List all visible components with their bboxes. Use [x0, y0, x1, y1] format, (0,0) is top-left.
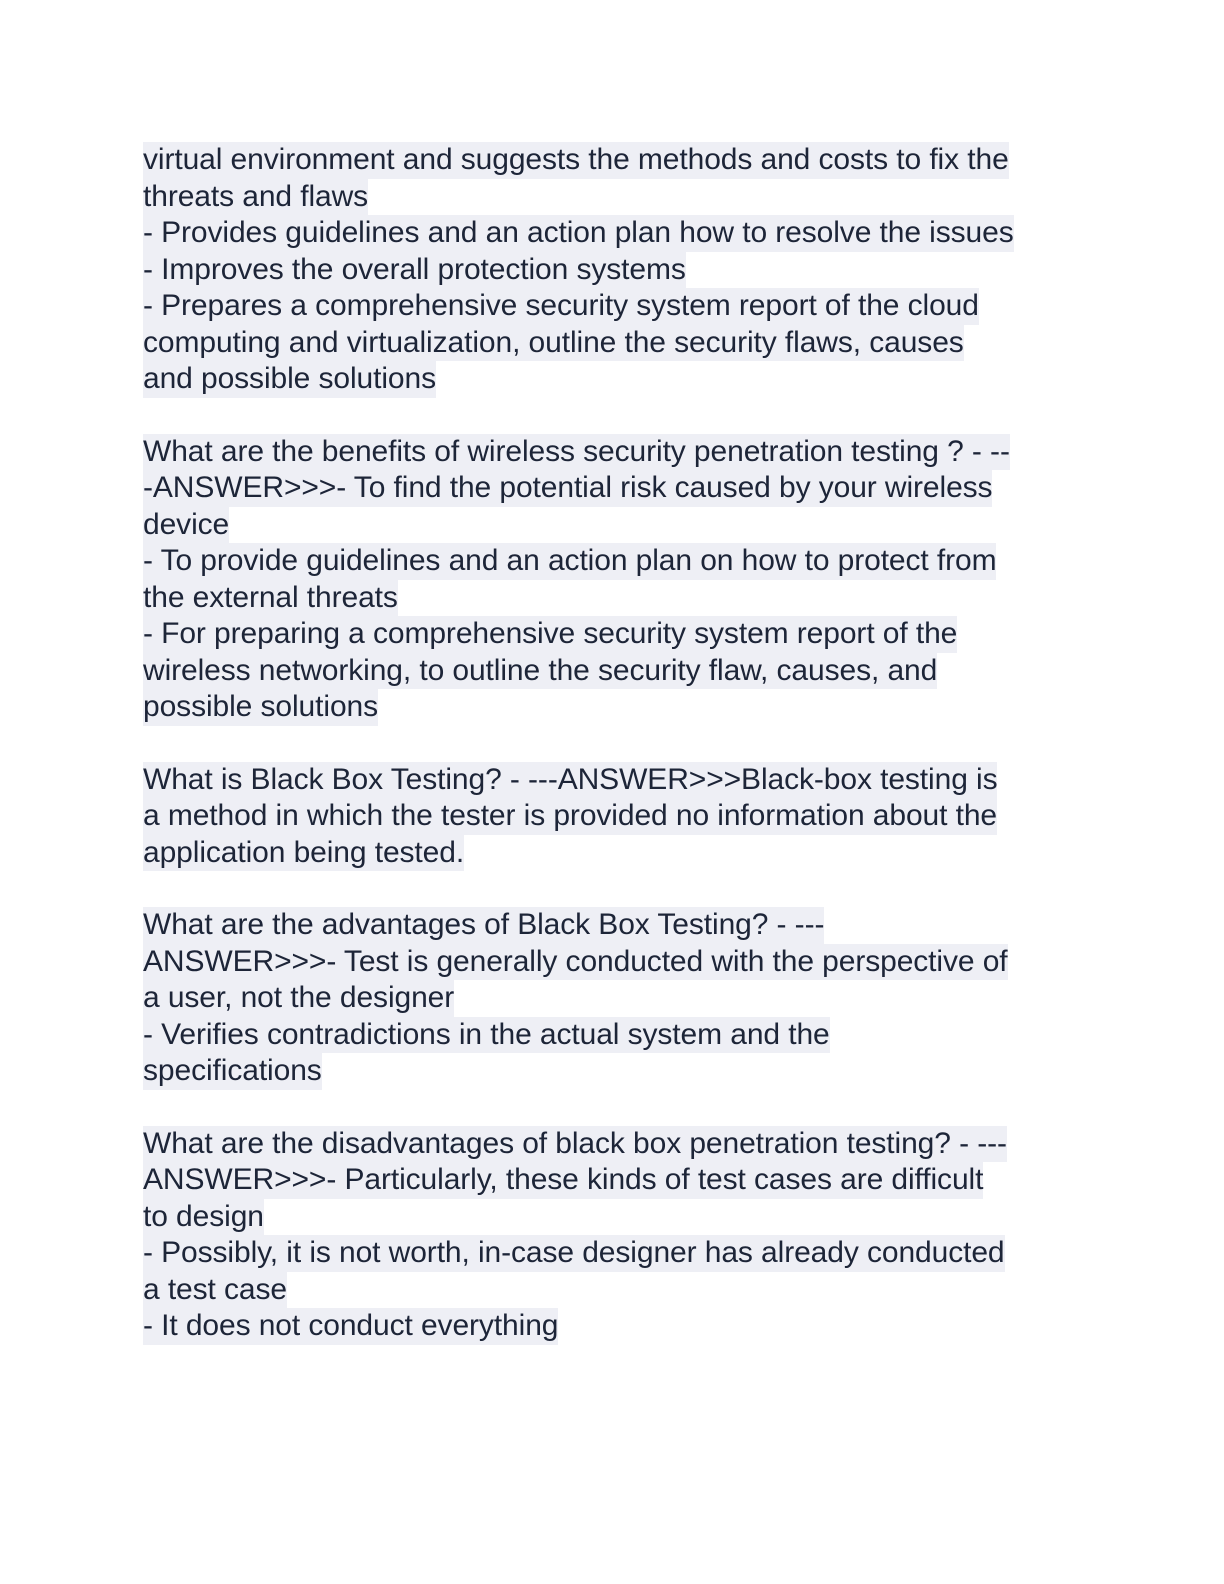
text-line: - Possibly, it is not worth, in-case designer has already conducted	[143, 1235, 1083, 1272]
text-line: - Provides guidelines and an action plan how to resolve the issues	[143, 215, 1083, 252]
text-line: application being tested.	[143, 835, 1083, 872]
text-line: a test case	[143, 1272, 1083, 1309]
text-line: a user, not the designer	[143, 980, 1083, 1017]
qa-block-cloud-virtualization	[143, 142, 1083, 398]
text-line: virtual environment and suggests the methods and costs to fix the	[143, 142, 1083, 179]
text-line: specifications	[143, 1053, 1083, 1090]
text-line: - To provide guidelines and an action plan on how to protect from	[143, 543, 1083, 580]
text-line: threats and flaws	[143, 179, 1083, 216]
text-line: - For preparing a comprehensive security system report of the	[143, 616, 1083, 653]
text-line: What are the disadvantages of black box penetration testing? - ---	[143, 1126, 1083, 1163]
text-line: - Improves the overall protection systems	[143, 252, 1083, 289]
text-line: What are the benefits of wireless security penetration testing ? - --	[143, 434, 1083, 471]
text-line: - Prepares a comprehensive security system report of the cloud	[143, 288, 1083, 325]
qa-block-black-box-advantages	[143, 907, 1083, 1090]
text-line: the external threats	[143, 580, 1083, 617]
text-line: -ANSWER>>>- To find the potential risk caused by your wireless	[143, 470, 1083, 507]
text-line: a method in which the tester is provided no information about the	[143, 798, 1083, 835]
qa-block-wireless-benefits	[143, 434, 1083, 726]
text-line: What are the advantages of Black Box Testing? - ---	[143, 907, 1083, 944]
text-line: - It does not conduct everything	[143, 1308, 1083, 1345]
text-line: ANSWER>>>- Test is generally conducted with the perspective of	[143, 944, 1083, 981]
qa-block-black-box-definition	[143, 762, 1083, 872]
qa-block-black-box-disadvantages	[143, 1126, 1083, 1345]
text-line: device	[143, 507, 1083, 544]
text-line: - Verifies contradictions in the actual system and the	[143, 1017, 1083, 1054]
text-line: wireless networking, to outline the security flaw, causes, and	[143, 653, 1083, 690]
text-line: ANSWER>>>- Particularly, these kinds of test cases are difficult	[143, 1162, 1083, 1199]
text-line: What is Black Box Testing? - ---ANSWER>>>Black-box testing is	[143, 762, 1083, 799]
document-page	[143, 142, 1083, 1381]
text-line: to design	[143, 1199, 1083, 1236]
text-line: and possible solutions	[143, 361, 1083, 398]
text-line: computing and virtualization, outline the security flaws, causes	[143, 325, 1083, 362]
text-line: possible solutions	[143, 689, 1083, 726]
